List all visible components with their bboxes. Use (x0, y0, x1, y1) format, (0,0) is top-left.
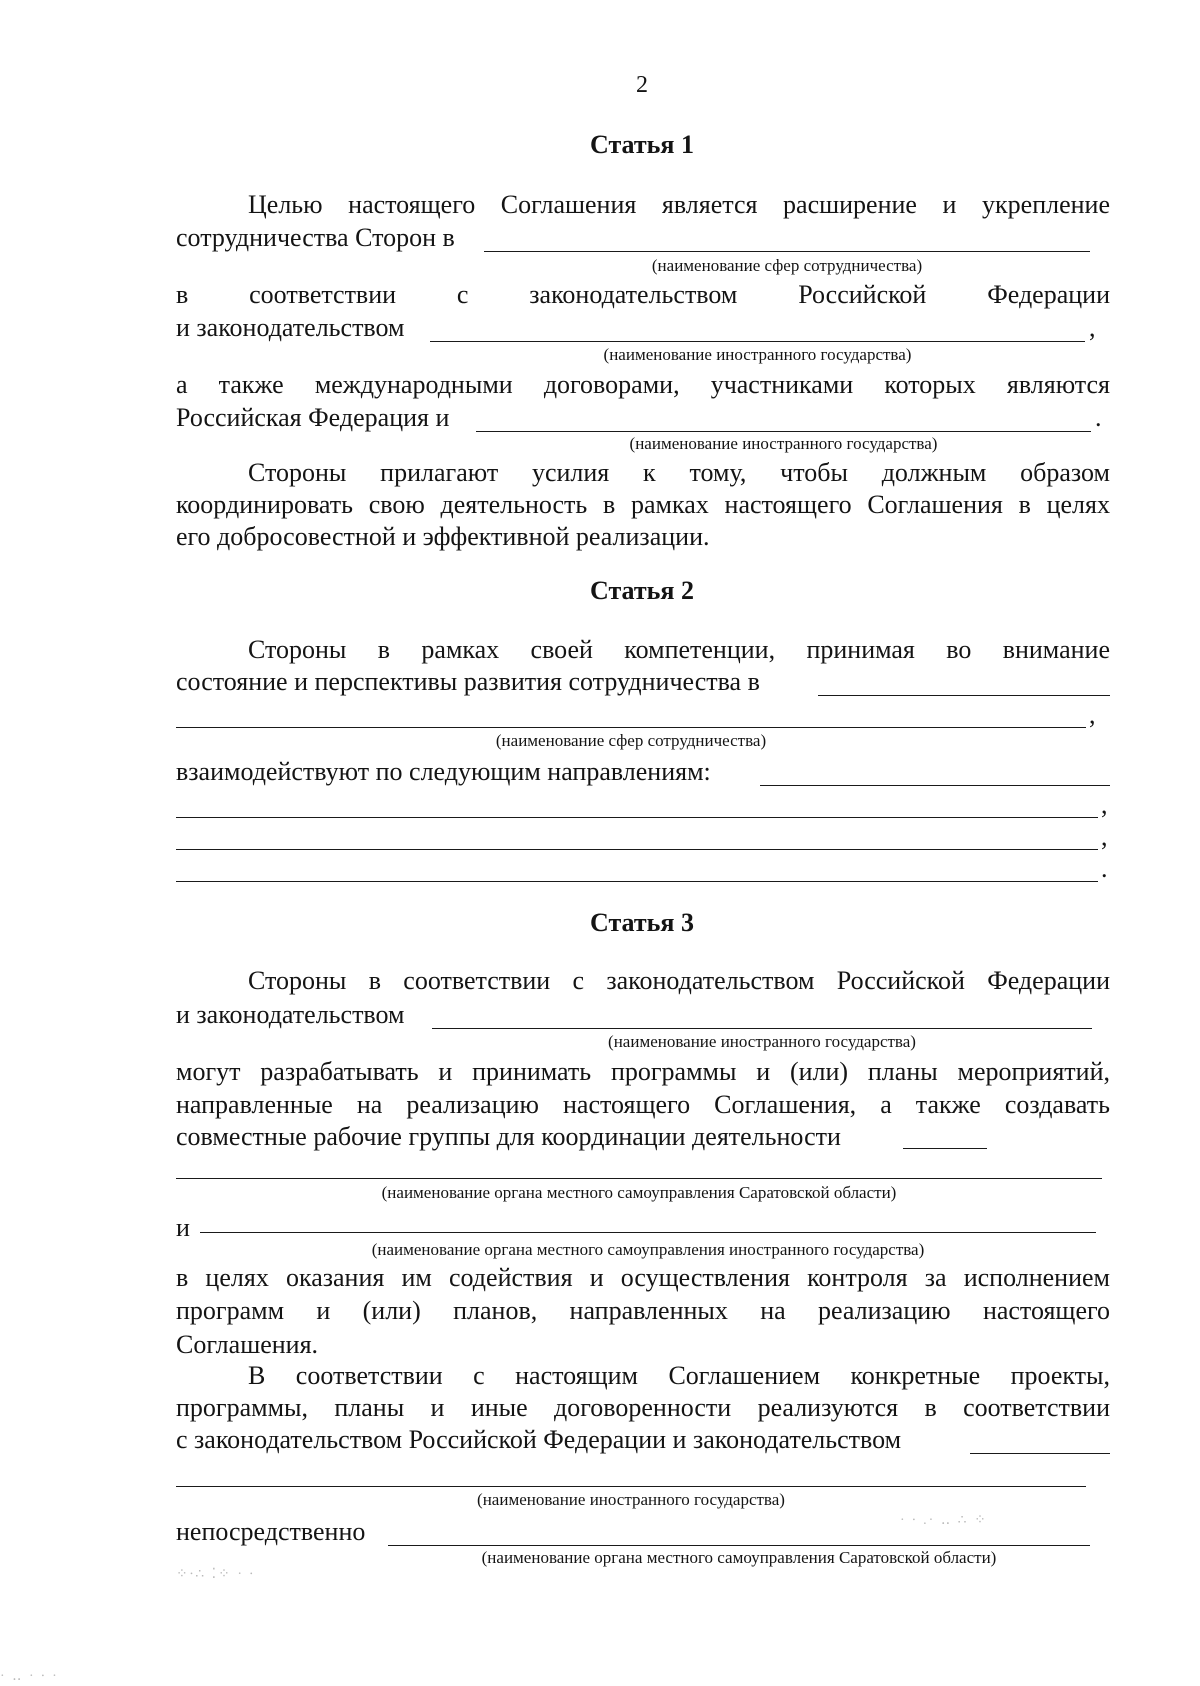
article-3-text-line: Стороны в соответствии с законодательством Российской Федерации (248, 966, 1110, 995)
article-1-text-line: Целью настоящего Соглашения является расширение и укрепление (248, 190, 1110, 219)
article-1-text-line: а также международными договорами, участниками которых являются (176, 370, 1110, 399)
period: . (1095, 403, 1102, 432)
article-2-text-line: состояние и перспективы развития сотрудничества в (176, 667, 760, 696)
article-1-text-line: Стороны прилагают усилия к тому, чтобы должным образом (248, 458, 1110, 487)
blank-line (176, 849, 1098, 850)
comma: , (1089, 313, 1096, 342)
field-caption: (наименование органа местного самоуправления иностранного государства) (371, 1240, 925, 1259)
article-3-text-line: непосредственно (176, 1517, 366, 1546)
scan-artifact: ⁘∙∴ ⁚⁘ · ∙ (176, 1567, 255, 1582)
field-caption: (наименование иностранного государства) (629, 434, 938, 453)
article-3-text-line: совместные рабочие группы для координации деятельности (176, 1122, 841, 1151)
article-2-heading: Статья 2 (590, 576, 694, 605)
article-3-text-line: программы, планы и иные договоренности реализуются в соответствии (176, 1393, 1110, 1422)
article-3-text-line: и (176, 1213, 190, 1242)
blank-line (200, 1232, 1096, 1233)
article-3-text-line: программ и (или) планов, направленных на реализацию настоящего (176, 1296, 1110, 1325)
blank-line (176, 1486, 1086, 1487)
comma: , (1089, 700, 1096, 729)
blank-line (903, 1148, 987, 1149)
article-3-heading: Статья 3 (590, 908, 694, 937)
comma: , (1101, 790, 1108, 819)
field-caption: (наименование органа местного самоуправления Саратовской области) (381, 1183, 897, 1202)
scan-artifact: · ‥ · ∙ · (0, 1669, 59, 1684)
field-caption: (наименование иностранного государства) (603, 345, 912, 364)
field-caption: (наименование иностранного государства) (608, 1032, 916, 1051)
period: . (1101, 854, 1108, 883)
article-1-text-line: координировать свою деятельность в рамках настоящего Соглашения в целях (176, 490, 1110, 519)
blank-line (432, 1028, 1092, 1029)
blank-line (818, 695, 1110, 696)
article-1-text-line: в соответствии с законодательством Российской Федерации (176, 280, 1110, 309)
article-1-heading: Статья 1 (590, 130, 694, 159)
blank-line (760, 785, 1110, 786)
article-3-text-line: в целях оказания им содействия и осуществления контроля за исполнением (176, 1263, 1110, 1292)
article-1-text-line: его добросовестной и эффективной реализации. (176, 522, 710, 551)
article-3-text-line: с законодательством Российской Федерации и законодательством (176, 1425, 902, 1454)
field-caption: (наименование сфер сотрудничества) (495, 731, 767, 750)
article-3-text-line: направленные на реализацию настоящего Соглашения, а также создавать (176, 1090, 1110, 1119)
scan-artifact: · ∙ .· ‥ ∴ ⁘ (900, 1513, 988, 1528)
field-caption: (наименование сфер сотрудничества) (651, 256, 923, 275)
blank-line (430, 341, 1085, 342)
blank-line (176, 881, 1098, 882)
field-caption: (наименование органа местного самоуправления Саратовской области) (481, 1548, 997, 1567)
article-1-text-line: сотрудничества Сторон в (176, 223, 455, 252)
blank-line (176, 817, 1098, 818)
blank-line (176, 1178, 1102, 1179)
article-2-text-line: Стороны в рамках своей компетенции, принимая во внимание (248, 635, 1110, 664)
comma: , (1101, 822, 1108, 851)
field-caption: (наименование иностранного государства) (477, 1490, 785, 1509)
article-3-text-line: Соглашения. (176, 1330, 319, 1359)
blank-line (476, 431, 1091, 432)
article-3-text-line: могут разрабатывать и принимать программы и (или) планы мероприятий, (176, 1057, 1110, 1086)
blank-line (484, 251, 1090, 252)
article-1-text-line: и законодательством (176, 313, 405, 342)
article-1-text-line: Российская Федерация и (176, 403, 450, 432)
page-number: 2 (636, 72, 648, 98)
article-3-text-line: и законодательством (176, 1000, 405, 1029)
blank-line (176, 727, 1086, 728)
article-3-text-line: В соответствии с настоящим Соглашением конкретные проекты, (248, 1361, 1110, 1390)
article-2-text-line: взаимодействуют по следующим направлениям: (176, 757, 711, 786)
blank-line (970, 1453, 1110, 1454)
blank-line (388, 1545, 1090, 1546)
